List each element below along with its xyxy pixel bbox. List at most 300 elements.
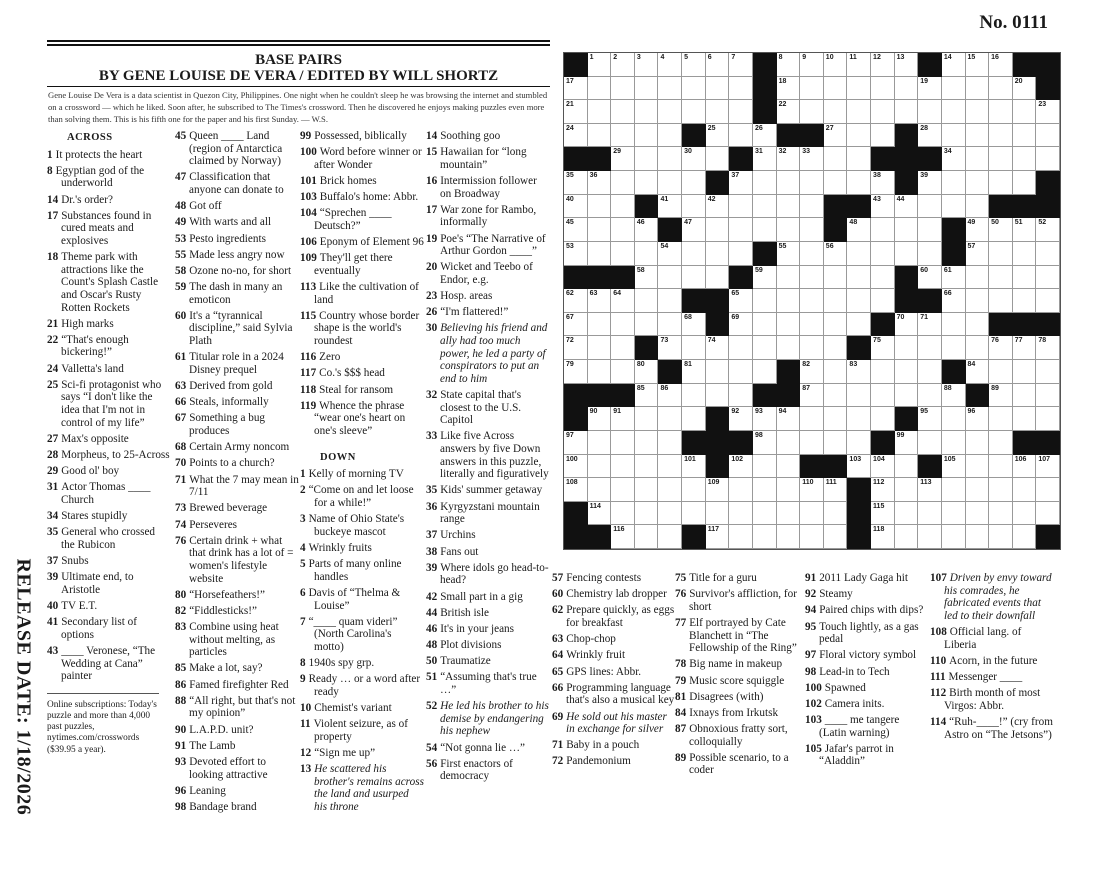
grid-cell[interactable]	[729, 53, 753, 77]
grid-cell[interactable]	[966, 407, 990, 431]
clue[interactable]	[930, 655, 1054, 668]
grid-cell[interactable]	[777, 478, 801, 502]
grid-cell[interactable]	[706, 360, 730, 384]
grid-cell[interactable]	[847, 289, 871, 313]
grid-cell[interactable]	[989, 336, 1013, 360]
grid-cell[interactable]	[777, 242, 801, 266]
grid-cell[interactable]	[895, 336, 919, 360]
clue[interactable]	[930, 572, 1054, 622]
clue[interactable]	[175, 724, 299, 737]
grid-cell[interactable]	[611, 478, 635, 502]
grid-cell[interactable]	[942, 289, 966, 313]
grid-cell[interactable]	[800, 360, 824, 384]
grid-cell[interactable]	[588, 195, 612, 219]
grid-cell[interactable]	[635, 431, 659, 455]
clue[interactable]	[175, 249, 299, 262]
clue[interactable]	[175, 396, 299, 409]
grid-cell[interactable]	[989, 242, 1013, 266]
grid-cell[interactable]	[871, 360, 895, 384]
grid-cell[interactable]	[777, 336, 801, 360]
grid-cell[interactable]	[847, 124, 871, 148]
grid-cell[interactable]	[800, 242, 824, 266]
clue[interactable]	[47, 510, 171, 523]
grid-cell[interactable]	[729, 242, 753, 266]
grid-cell[interactable]	[918, 195, 942, 219]
clue[interactable]	[300, 542, 424, 555]
grid-cell[interactable]	[706, 53, 730, 77]
clue[interactable]	[300, 236, 424, 249]
grid-cell[interactable]	[611, 289, 635, 313]
grid-cell[interactable]	[966, 336, 990, 360]
clue[interactable]	[552, 755, 676, 768]
grid-cell[interactable]	[800, 431, 824, 455]
grid-cell[interactable]	[658, 407, 682, 431]
clue[interactable]	[47, 571, 171, 596]
grid-cell[interactable]	[1036, 478, 1060, 502]
clue[interactable]	[47, 526, 171, 551]
grid-cell[interactable]	[682, 360, 706, 384]
grid-cell[interactable]	[942, 407, 966, 431]
grid-cell[interactable]	[682, 384, 706, 408]
clue[interactable]	[426, 700, 550, 738]
grid-cell[interactable]	[895, 218, 919, 242]
grid-cell[interactable]	[588, 431, 612, 455]
grid-cell[interactable]	[564, 336, 588, 360]
grid-cell[interactable]	[989, 431, 1013, 455]
grid-cell[interactable]	[564, 289, 588, 313]
clue[interactable]	[552, 682, 676, 707]
clue[interactable]	[805, 743, 929, 768]
grid-cell[interactable]	[1036, 289, 1060, 313]
clue[interactable]	[552, 739, 676, 752]
clue[interactable]	[175, 380, 299, 393]
grid-cell[interactable]	[564, 431, 588, 455]
grid-cell[interactable]	[989, 124, 1013, 148]
clue[interactable]	[175, 621, 299, 659]
grid-cell[interactable]	[564, 171, 588, 195]
grid-cell[interactable]	[1036, 242, 1060, 266]
grid-cell[interactable]	[635, 53, 659, 77]
grid-cell[interactable]	[729, 360, 753, 384]
grid-cell[interactable]	[895, 478, 919, 502]
grid-cell[interactable]	[800, 77, 824, 101]
grid-cell[interactable]	[800, 313, 824, 337]
grid-cell[interactable]	[989, 360, 1013, 384]
grid-cell[interactable]	[824, 384, 848, 408]
grid-cell[interactable]	[918, 336, 942, 360]
clue[interactable]	[552, 633, 676, 646]
grid-cell[interactable]	[989, 289, 1013, 313]
grid-cell[interactable]	[611, 431, 635, 455]
grid-cell[interactable]	[753, 407, 777, 431]
grid-cell[interactable]	[753, 171, 777, 195]
clue[interactable]	[930, 716, 1054, 741]
clue[interactable]	[175, 662, 299, 675]
grid-cell[interactable]	[871, 289, 895, 313]
grid-cell[interactable]	[800, 384, 824, 408]
clue[interactable]	[675, 617, 799, 655]
grid-cell[interactable]	[753, 218, 777, 242]
clue[interactable]	[675, 752, 799, 777]
grid-cell[interactable]	[564, 478, 588, 502]
grid-cell[interactable]	[777, 313, 801, 337]
grid-cell[interactable]	[800, 407, 824, 431]
grid-cell[interactable]	[989, 171, 1013, 195]
grid-cell[interactable]	[635, 478, 659, 502]
grid-cell[interactable]	[942, 100, 966, 124]
clue[interactable]	[675, 691, 799, 704]
clue[interactable]	[300, 310, 424, 348]
grid-cell[interactable]	[729, 195, 753, 219]
grid-cell[interactable]	[564, 124, 588, 148]
clue[interactable]	[47, 334, 171, 359]
clue[interactable]	[675, 707, 799, 720]
grid-cell[interactable]	[847, 407, 871, 431]
grid-cell[interactable]	[847, 100, 871, 124]
grid-cell[interactable]	[611, 195, 635, 219]
grid-cell[interactable]	[871, 407, 895, 431]
grid-cell[interactable]	[942, 336, 966, 360]
grid-cell[interactable]	[635, 313, 659, 337]
clue[interactable]	[426, 484, 550, 497]
grid-cell[interactable]	[658, 100, 682, 124]
grid-cell[interactable]	[753, 478, 777, 502]
grid-cell[interactable]	[1013, 455, 1037, 479]
grid-cell[interactable]	[918, 266, 942, 290]
clue[interactable]	[805, 604, 929, 617]
grid-cell[interactable]	[942, 195, 966, 219]
clue[interactable]	[47, 645, 171, 683]
clue[interactable]	[175, 756, 299, 781]
grid-cell[interactable]	[588, 242, 612, 266]
grid-cell[interactable]	[635, 77, 659, 101]
grid-cell[interactable]	[824, 147, 848, 171]
grid-cell[interactable]	[871, 195, 895, 219]
grid-cell[interactable]	[753, 502, 777, 526]
grid-cell[interactable]	[1036, 124, 1060, 148]
grid-cell[interactable]	[942, 455, 966, 479]
grid-cell[interactable]	[682, 100, 706, 124]
clue[interactable]	[675, 675, 799, 688]
grid-cell[interactable]	[777, 147, 801, 171]
grid-cell[interactable]	[966, 218, 990, 242]
clue[interactable]	[426, 233, 550, 258]
grid-cell[interactable]	[918, 218, 942, 242]
grid-cell[interactable]	[611, 53, 635, 77]
clue[interactable]	[175, 351, 299, 376]
grid-cell[interactable]	[682, 313, 706, 337]
grid-cell[interactable]	[658, 242, 682, 266]
grid-cell[interactable]	[753, 431, 777, 455]
grid-cell[interactable]	[729, 525, 753, 549]
grid-cell[interactable]	[753, 124, 777, 148]
clue[interactable]	[300, 252, 424, 277]
clue[interactable]	[300, 513, 424, 538]
clue[interactable]	[675, 572, 799, 585]
grid-cell[interactable]	[611, 171, 635, 195]
grid-cell[interactable]	[729, 478, 753, 502]
grid-cell[interactable]	[895, 360, 919, 384]
clue[interactable]	[300, 207, 424, 232]
clue[interactable]	[426, 290, 550, 303]
grid-cell[interactable]	[942, 171, 966, 195]
grid-cell[interactable]	[729, 218, 753, 242]
grid-cell[interactable]	[824, 525, 848, 549]
clue[interactable]	[47, 149, 171, 162]
grid-cell[interactable]	[989, 478, 1013, 502]
grid-cell[interactable]	[611, 77, 635, 101]
grid-cell[interactable]	[871, 384, 895, 408]
clue[interactable]	[805, 572, 929, 585]
grid-cell[interactable]	[847, 147, 871, 171]
clue[interactable]	[930, 671, 1054, 684]
grid-cell[interactable]	[824, 502, 848, 526]
grid-cell[interactable]	[824, 124, 848, 148]
grid-cell[interactable]	[706, 336, 730, 360]
clue[interactable]	[552, 666, 676, 679]
grid-cell[interactable]	[682, 455, 706, 479]
grid-cell[interactable]	[588, 407, 612, 431]
grid-cell[interactable]	[989, 77, 1013, 101]
clue[interactable]	[175, 130, 299, 168]
grid-cell[interactable]	[611, 147, 635, 171]
grid-cell[interactable]	[824, 360, 848, 384]
grid-cell[interactable]	[800, 100, 824, 124]
clue[interactable]	[552, 588, 676, 601]
grid-cell[interactable]	[706, 525, 730, 549]
grid-cell[interactable]	[706, 502, 730, 526]
clue[interactable]	[47, 210, 171, 248]
grid-cell[interactable]	[966, 455, 990, 479]
clue[interactable]	[552, 604, 676, 629]
clue[interactable]	[175, 171, 299, 196]
grid-cell[interactable]	[942, 502, 966, 526]
grid-cell[interactable]	[989, 266, 1013, 290]
clue[interactable]	[426, 261, 550, 286]
grid-cell[interactable]	[895, 431, 919, 455]
clue[interactable]	[175, 785, 299, 798]
grid-cell[interactable]	[1036, 455, 1060, 479]
clue[interactable]	[175, 519, 299, 532]
grid-cell[interactable]	[942, 384, 966, 408]
clue[interactable]	[426, 175, 550, 200]
clue[interactable]	[175, 502, 299, 515]
grid-cell[interactable]	[777, 171, 801, 195]
grid-cell[interactable]	[918, 100, 942, 124]
grid-cell[interactable]	[729, 171, 753, 195]
grid-cell[interactable]	[1013, 407, 1037, 431]
clue[interactable]	[675, 588, 799, 613]
grid-cell[interactable]	[966, 478, 990, 502]
clue[interactable]	[175, 310, 299, 348]
clue[interactable]	[175, 216, 299, 229]
grid-cell[interactable]	[706, 384, 730, 408]
grid-cell[interactable]	[918, 77, 942, 101]
grid-cell[interactable]	[588, 218, 612, 242]
grid-cell[interactable]	[942, 431, 966, 455]
grid-cell[interactable]	[847, 171, 871, 195]
grid-cell[interactable]	[966, 100, 990, 124]
clue[interactable]	[47, 600, 171, 613]
grid-cell[interactable]	[942, 53, 966, 77]
clue[interactable]	[300, 351, 424, 364]
clue[interactable]	[805, 666, 929, 679]
grid-cell[interactable]	[753, 455, 777, 479]
grid-cell[interactable]	[871, 171, 895, 195]
grid-cell[interactable]	[895, 455, 919, 479]
clue[interactable]	[300, 191, 424, 204]
grid-cell[interactable]	[777, 218, 801, 242]
grid-cell[interactable]	[611, 455, 635, 479]
clue[interactable]	[300, 673, 424, 698]
clue[interactable]	[175, 200, 299, 213]
grid-cell[interactable]	[824, 242, 848, 266]
clue[interactable]	[175, 679, 299, 692]
clue[interactable]	[426, 758, 550, 783]
grid-cell[interactable]	[682, 171, 706, 195]
grid-cell[interactable]	[989, 384, 1013, 408]
grid-cell[interactable]	[871, 455, 895, 479]
grid-cell[interactable]	[588, 455, 612, 479]
clue[interactable]	[805, 714, 929, 739]
grid-cell[interactable]	[753, 195, 777, 219]
clue[interactable]	[47, 481, 171, 506]
clue[interactable]	[930, 687, 1054, 712]
grid-cell[interactable]	[658, 478, 682, 502]
grid-cell[interactable]	[895, 242, 919, 266]
grid-cell[interactable]	[824, 313, 848, 337]
grid-cell[interactable]	[564, 360, 588, 384]
grid-cell[interactable]	[895, 53, 919, 77]
grid-cell[interactable]	[706, 218, 730, 242]
grid-cell[interactable]	[658, 384, 682, 408]
grid-cell[interactable]	[966, 242, 990, 266]
grid-cell[interactable]	[658, 77, 682, 101]
clue[interactable]	[426, 306, 550, 319]
grid-cell[interactable]	[942, 313, 966, 337]
grid-cell[interactable]	[824, 336, 848, 360]
clue[interactable]	[426, 607, 550, 620]
grid-cell[interactable]	[800, 218, 824, 242]
grid-cell[interactable]	[847, 266, 871, 290]
clue[interactable]	[930, 626, 1054, 651]
grid-cell[interactable]	[729, 313, 753, 337]
grid-cell[interactable]	[635, 171, 659, 195]
grid-cell[interactable]	[989, 147, 1013, 171]
clue[interactable]	[426, 639, 550, 652]
grid-cell[interactable]	[564, 218, 588, 242]
clue[interactable]	[47, 555, 171, 568]
grid-cell[interactable]	[729, 100, 753, 124]
clue[interactable]	[426, 529, 550, 542]
grid-cell[interactable]	[658, 147, 682, 171]
clue[interactable]	[175, 474, 299, 499]
grid-cell[interactable]	[824, 171, 848, 195]
grid-cell[interactable]	[800, 53, 824, 77]
grid-cell[interactable]	[777, 53, 801, 77]
grid-cell[interactable]	[966, 289, 990, 313]
clue[interactable]	[175, 695, 299, 720]
grid-cell[interactable]	[635, 266, 659, 290]
grid-cell[interactable]	[706, 77, 730, 101]
grid-cell[interactable]	[588, 77, 612, 101]
grid-cell[interactable]	[658, 336, 682, 360]
grid-cell[interactable]	[918, 360, 942, 384]
grid-cell[interactable]	[635, 289, 659, 313]
clue[interactable]	[175, 740, 299, 753]
grid-cell[interactable]	[588, 124, 612, 148]
clue[interactable]	[300, 484, 424, 509]
grid-cell[interactable]	[942, 147, 966, 171]
grid-cell[interactable]	[682, 77, 706, 101]
grid-cell[interactable]	[588, 336, 612, 360]
grid-cell[interactable]	[847, 360, 871, 384]
grid-cell[interactable]	[1013, 384, 1037, 408]
grid-cell[interactable]	[824, 266, 848, 290]
grid-cell[interactable]	[918, 242, 942, 266]
grid-cell[interactable]	[682, 478, 706, 502]
clue[interactable]	[300, 367, 424, 380]
grid-cell[interactable]	[942, 124, 966, 148]
grid-cell[interactable]	[871, 478, 895, 502]
grid-cell[interactable]	[611, 407, 635, 431]
grid-cell[interactable]	[824, 478, 848, 502]
grid-cell[interactable]	[658, 266, 682, 290]
clue[interactable]	[300, 702, 424, 715]
grid-cell[interactable]	[658, 53, 682, 77]
grid-cell[interactable]	[800, 525, 824, 549]
grid-cell[interactable]	[658, 525, 682, 549]
grid-cell[interactable]	[895, 313, 919, 337]
grid-cell[interactable]	[753, 289, 777, 313]
clue[interactable]	[675, 723, 799, 748]
clue[interactable]	[175, 281, 299, 306]
grid-cell[interactable]	[1013, 242, 1037, 266]
grid-cell[interactable]	[777, 525, 801, 549]
clue[interactable]	[426, 389, 550, 427]
clue[interactable]	[675, 658, 799, 671]
grid-cell[interactable]	[1036, 502, 1060, 526]
grid-cell[interactable]	[611, 525, 635, 549]
grid-cell[interactable]	[706, 242, 730, 266]
clue[interactable]	[805, 698, 929, 711]
grid-cell[interactable]	[682, 266, 706, 290]
grid-cell[interactable]	[989, 525, 1013, 549]
grid-cell[interactable]	[658, 195, 682, 219]
clue[interactable]	[175, 605, 299, 618]
grid-cell[interactable]	[800, 502, 824, 526]
grid-cell[interactable]	[918, 525, 942, 549]
grid-cell[interactable]	[966, 360, 990, 384]
grid-cell[interactable]	[1036, 407, 1060, 431]
grid-cell[interactable]	[682, 195, 706, 219]
grid-cell[interactable]	[895, 77, 919, 101]
grid-cell[interactable]	[635, 502, 659, 526]
grid-cell[interactable]	[942, 266, 966, 290]
clue[interactable]	[47, 165, 171, 190]
grid-cell[interactable]	[918, 431, 942, 455]
grid-cell[interactable]	[800, 171, 824, 195]
clue[interactable]	[300, 384, 424, 397]
clue[interactable]	[426, 130, 550, 143]
clue[interactable]	[426, 322, 550, 385]
grid-cell[interactable]	[847, 313, 871, 337]
clue[interactable]	[47, 616, 171, 641]
grid-cell[interactable]	[729, 384, 753, 408]
clue[interactable]	[552, 572, 676, 585]
grid-cell[interactable]	[611, 336, 635, 360]
grid-cell[interactable]	[871, 242, 895, 266]
